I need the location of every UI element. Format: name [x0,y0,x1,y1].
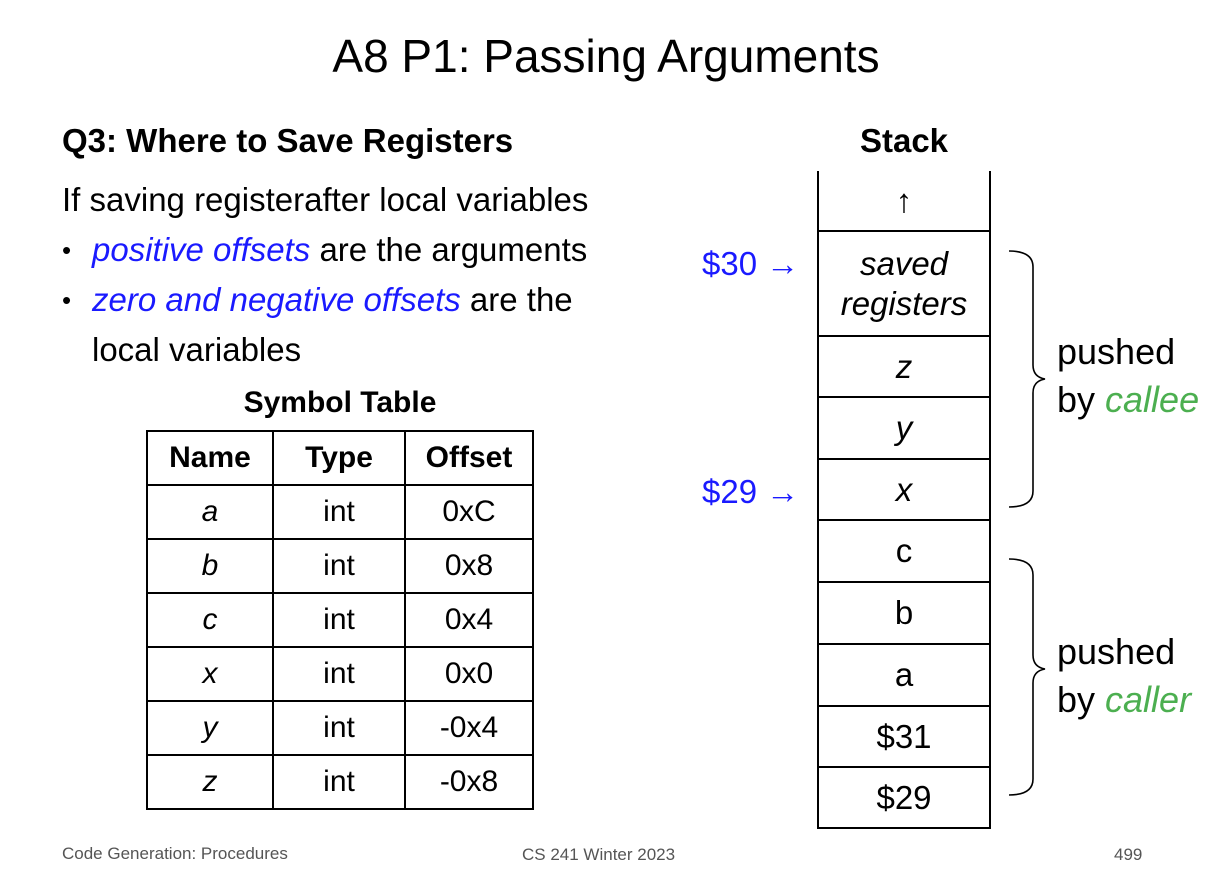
section-heading: Q3: Where to Save Registers [62,122,514,159]
saved-line-1: saved [859,244,949,282]
cell-type: int [273,647,405,701]
table-row [147,539,533,593]
cell-name: z [147,755,273,809]
stack-cell-z: z [895,347,913,385]
stack-cell-ra: $31 [876,717,932,755]
bullet-dot: • [62,235,72,265]
callee-label [1057,328,1199,424]
slide-title: A8 P1: Passing Arguments [332,30,880,82]
saved-line-2: registers [840,284,968,322]
cell-name: x [147,647,273,701]
callee-brace-icon [1009,251,1045,507]
caller-brace-icon [1009,559,1045,795]
callee-label-line1: pushed [1057,331,1176,372]
callee-who: callee [1105,379,1200,420]
caller-label [1057,628,1191,724]
footer-left: Code Generation: Procedures [62,844,288,863]
bullet-continuation: local variables [92,331,302,368]
stack-cell-b: b [894,594,914,631]
table-row [147,755,533,809]
caller-label-line2 [1057,676,1191,724]
cell-offset: 0xC [405,485,533,539]
stack-bottom [817,827,991,829]
stack-cell-x: x [895,470,913,508]
stack-title: Stack [859,122,949,159]
bullet-dot: • [62,285,72,315]
stack-cell-fp: $29 [876,778,932,816]
cell-offset: -0x4 [405,701,533,755]
table-header-row [147,431,533,485]
caller-by: by [1057,679,1106,720]
cell-name: y [147,701,273,755]
stack-cell-a: a [894,656,914,693]
cell-offset: -0x8 [405,755,533,809]
page-number: 499 [1114,845,1143,864]
callee-by: by [1057,379,1106,420]
bullet-negative-offsets [62,278,573,322]
brace-icons [1005,245,1057,835]
stack-cell-c: c [895,532,913,569]
header-type: Type [273,431,405,485]
stack-cell-saved-registers [819,232,989,335]
cell-offset: 0x8 [405,539,533,593]
pointer-30: $30 → [702,245,800,282]
stack-growth-arrow-icon: ↑ [895,182,913,219]
cell-offset: 0x0 [405,647,533,701]
cell-type: int [273,755,405,809]
header-name: Name [147,431,273,485]
bullet-text: are the [460,281,573,318]
symbol-table-title: Symbol Table [243,386,437,419]
footer-center: CS 241 Winter 2023 [522,845,676,864]
symbol-table [146,430,534,810]
caller-label-line1: pushed [1057,631,1176,672]
stack-right-wall [989,171,991,829]
intro-text: If saving registerafter local variables [62,181,589,218]
header-offset: Offset [405,431,533,485]
cell-type: int [273,593,405,647]
cell-type: int [273,701,405,755]
caller-who: caller [1105,679,1192,720]
table-row [147,593,533,647]
cell-type: int [273,485,405,539]
cell-type: int [273,539,405,593]
callee-label-line2 [1057,376,1199,424]
cell-name: c [147,593,273,647]
bullet-emphasis: zero and negative offsets [92,281,461,318]
table-row [147,701,533,755]
stack-cell-y: y [895,409,913,446]
cell-name: b [147,539,273,593]
pointer-29: $29 → [702,473,800,510]
cell-name: a [147,485,273,539]
table-row [147,485,533,539]
bullet-positive-offsets [62,228,587,272]
bullet-text: are the arguments [310,231,588,268]
bullet-emphasis: positive offsets [92,231,311,268]
cell-offset: 0x4 [405,593,533,647]
table-row [147,647,533,701]
